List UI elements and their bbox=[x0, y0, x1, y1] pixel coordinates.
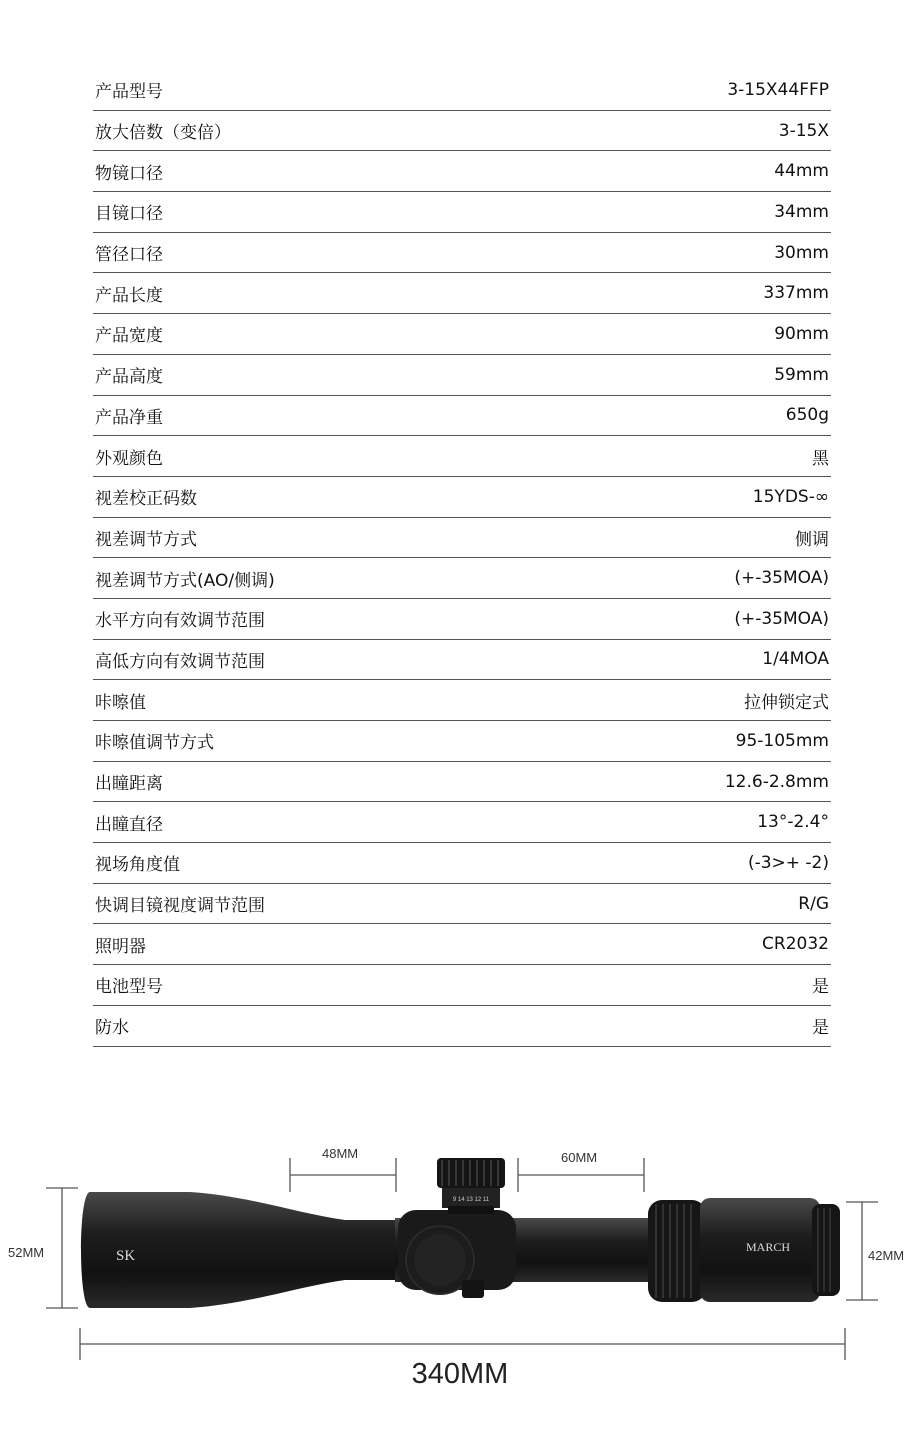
spec-label: 产品宽度 bbox=[95, 326, 163, 347]
spec-row bbox=[93, 762, 831, 803]
spec-value: 3-15X44FFP bbox=[727, 79, 829, 100]
spec-value: 15YDS-∞ bbox=[752, 486, 829, 507]
spec-label: 产品净重 bbox=[95, 407, 163, 428]
spec-row bbox=[93, 680, 831, 721]
spec-label: 视场角度值 bbox=[95, 855, 180, 876]
spec-value: R/G bbox=[798, 893, 829, 914]
brand-right: MARCH bbox=[746, 1240, 791, 1254]
spec-value: 95-105mm bbox=[735, 730, 829, 751]
spec-row bbox=[93, 355, 831, 396]
spec-label: 水平方向有效调节范围 bbox=[95, 611, 265, 632]
spec-row bbox=[93, 314, 831, 355]
spec-value: 650g bbox=[785, 405, 829, 426]
spec-label: 咔嚓值 bbox=[95, 692, 146, 713]
spec-label: 放大倍数（变倍） bbox=[95, 123, 231, 144]
spec-value: 337mm bbox=[763, 283, 829, 304]
spec-row bbox=[93, 151, 831, 192]
elevation-turret bbox=[437, 1158, 505, 1188]
turret-scale-numbers: 9 14 13 12 11 bbox=[452, 1197, 490, 1203]
spec-row bbox=[93, 843, 831, 884]
spec-value: 12.6-2.8mm bbox=[724, 771, 829, 792]
spec-label: 咔嚓值调节方式 bbox=[95, 733, 214, 754]
spec-value: 30mm bbox=[774, 242, 829, 263]
spec-row bbox=[93, 965, 831, 1006]
spec-value: CR2032 bbox=[762, 934, 829, 955]
spec-label: 出瞳直径 bbox=[95, 814, 163, 835]
spec-row bbox=[93, 640, 831, 681]
spec-value: 是 bbox=[812, 1018, 829, 1039]
spec-value: 黑 bbox=[812, 448, 829, 469]
spec-value: 1/4MOA bbox=[762, 649, 829, 670]
spec-label: 目镜口径 bbox=[95, 204, 163, 225]
spec-row bbox=[93, 192, 831, 233]
spec-label: 管径口径 bbox=[95, 245, 163, 266]
spec-row bbox=[93, 884, 831, 925]
spec-value: (-3>+ -2) bbox=[747, 852, 829, 873]
spec-value: 侧调 bbox=[795, 529, 829, 550]
spec-label: 防水 bbox=[95, 1018, 129, 1039]
spec-value: 13°-2.4° bbox=[757, 812, 829, 833]
spec-row bbox=[93, 233, 831, 274]
spec-label: 高低方向有效调节范围 bbox=[95, 651, 265, 672]
spec-value: 90mm bbox=[774, 323, 829, 344]
dim-total-line bbox=[80, 1328, 845, 1360]
dim-42-label: 42MM bbox=[868, 1248, 905, 1263]
spec-table bbox=[93, 70, 831, 1047]
spec-label: 电池型号 bbox=[95, 977, 163, 998]
windage-cap bbox=[462, 1280, 484, 1298]
spec-value: 拉伸锁定式 bbox=[744, 692, 829, 713]
spec-row bbox=[93, 924, 831, 965]
spec-value: 是 bbox=[812, 977, 829, 998]
spec-row bbox=[93, 599, 831, 640]
spec-label: 物镜口径 bbox=[95, 163, 163, 184]
spec-row bbox=[93, 518, 831, 559]
spec-value: 59mm bbox=[774, 364, 829, 385]
spec-row bbox=[93, 273, 831, 314]
spec-label: 视差调节方式 bbox=[95, 529, 197, 550]
spec-label: 照明器 bbox=[95, 936, 146, 957]
spec-row bbox=[93, 802, 831, 843]
spec-label: 快调目镜视度调节范围 bbox=[95, 896, 265, 917]
spec-row bbox=[93, 111, 831, 152]
dim-48-line bbox=[290, 1158, 396, 1192]
spec-label: 视差校正码数 bbox=[95, 489, 197, 510]
spec-row bbox=[93, 396, 831, 437]
spec-row bbox=[93, 558, 831, 599]
spec-value: (+-35MOA) bbox=[734, 608, 829, 629]
spec-label: 出瞳距离 bbox=[95, 774, 163, 795]
spec-value: 34mm bbox=[774, 201, 829, 222]
spec-row bbox=[93, 436, 831, 477]
spec-row bbox=[93, 1006, 831, 1047]
spec-row bbox=[93, 70, 831, 111]
spec-row bbox=[93, 477, 831, 518]
dim-52-line bbox=[46, 1188, 78, 1308]
dim-48-label: 48MM bbox=[322, 1146, 359, 1161]
spec-value: 3-15X bbox=[778, 120, 829, 141]
spec-label: 视差调节方式(AO/侧调) bbox=[95, 570, 275, 591]
spec-value: (+-35MOA) bbox=[734, 568, 829, 589]
spec-value: 44mm bbox=[774, 161, 829, 182]
spec-label: 产品型号 bbox=[95, 82, 163, 103]
spec-row bbox=[93, 721, 831, 762]
total-length-label: 340MM bbox=[411, 1358, 509, 1390]
dim-52-label: 52MM bbox=[8, 1245, 45, 1260]
eyepiece-ring bbox=[812, 1204, 840, 1296]
brand-left: SK bbox=[116, 1248, 136, 1264]
spec-label: 产品长度 bbox=[95, 285, 163, 306]
dim-60-label: 60MM bbox=[561, 1150, 598, 1165]
spec-label: 外观颜色 bbox=[95, 448, 163, 469]
spec-label: 产品高度 bbox=[95, 367, 163, 388]
